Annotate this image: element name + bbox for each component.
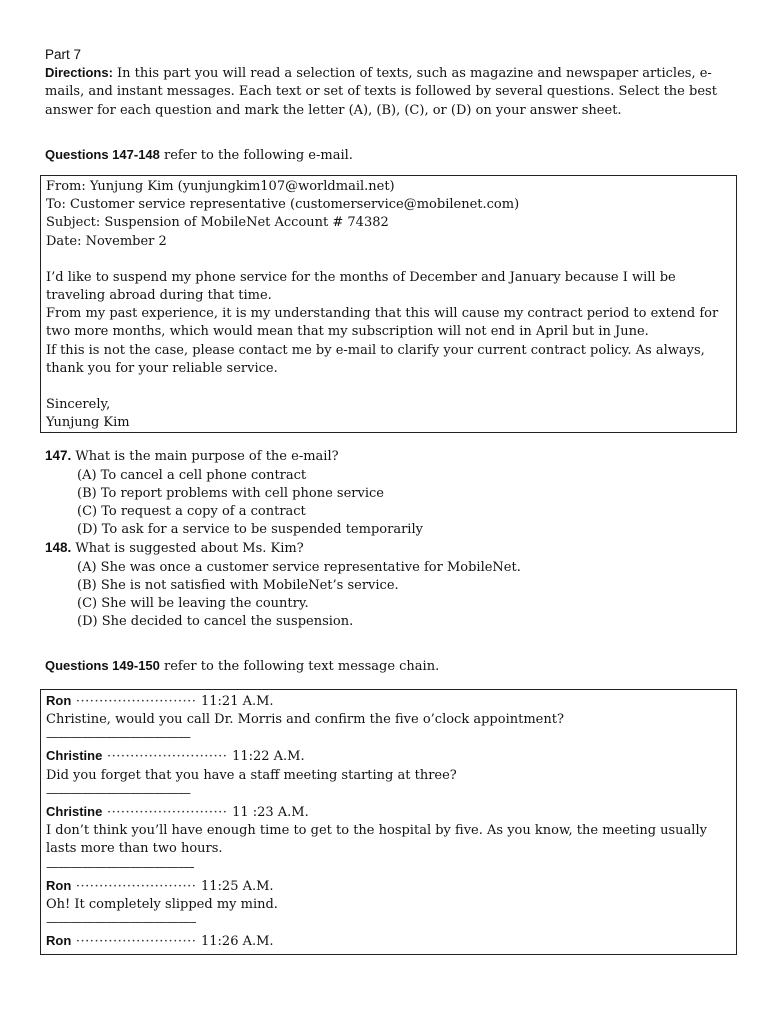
email-date: Date: November 2 bbox=[46, 233, 167, 249]
text-message-chain bbox=[40, 689, 737, 955]
email-body-paragraph: I’d like to suspend my phone service for the months of December and January because I will be traveling abroad during that time. bbox=[46, 269, 676, 304]
directions-text: In this part you will read a selection of texts, such as magazine and newspaper articles, e-mails, and instant messages. Each text or set of texts is followed by several questions. Select the best answer for each question and mark the letter (A), (B), (C), or (D) on your answer sheet. bbox=[45, 66, 717, 118]
message-sender: Christine bbox=[46, 748, 103, 764]
email-from: From: Yunjung Kim (yunjungkim107@worldmail.net) bbox=[46, 179, 395, 195]
answer-option-b: (B) To report problems with cell phone service bbox=[77, 485, 384, 501]
answer-option-c: (C) She will be leaving the country. bbox=[77, 596, 309, 612]
message-sender: Christine bbox=[46, 803, 103, 819]
message-time: 11:26 A.M. bbox=[201, 934, 274, 950]
message-sender: Ron bbox=[46, 692, 72, 708]
part-title: Part 7 bbox=[45, 47, 82, 62]
message-dots: ·························· bbox=[71, 934, 201, 950]
message-dots: ·························· bbox=[71, 878, 201, 894]
email-body-paragraph: If this is not the case, please contact me by e-mail to clarify your current contract policy. As always, thank you for your reliable service. bbox=[46, 342, 705, 376]
message-dots: ·························· bbox=[71, 693, 201, 709]
question-148 bbox=[45, 539, 735, 631]
email-to: To: Customer service representative (customerservice@mobilenet.com) bbox=[46, 197, 520, 213]
question-text: What is the main purpose of the e-mail? bbox=[71, 449, 339, 465]
message bbox=[46, 932, 736, 951]
message-separator: ————————————– bbox=[46, 915, 196, 931]
questions-149-150-label: Questions 149-150 bbox=[45, 658, 160, 674]
message-sender: Ron bbox=[46, 933, 72, 949]
message-dots: ·························· bbox=[102, 804, 233, 820]
questions-147-148-label: Questions 147-148 bbox=[45, 146, 160, 162]
message-text: Oh! It completely slipped my mind. bbox=[46, 896, 278, 912]
message-sender: Ron bbox=[46, 877, 72, 893]
email-subject: Subject: Suspension of MobileNet Account # 74382 bbox=[46, 215, 389, 231]
message-text: Did you forget that you have a staff meeting starting at three? bbox=[46, 767, 457, 783]
message-time: 11:22 A.M. bbox=[232, 749, 305, 765]
message-time: 11 :23 A.M. bbox=[232, 804, 309, 820]
message-time: 11:25 A.M. bbox=[201, 878, 274, 894]
directions-label: Directions: bbox=[45, 65, 113, 81]
question-147 bbox=[45, 447, 735, 539]
document-page bbox=[45, 46, 735, 955]
email-body-paragraph: From my past experience, it is my understanding that this will cause my contract period to extend for two more months, which would mean that my subscription will not end in April but in June. bbox=[46, 306, 719, 340]
message bbox=[46, 747, 736, 803]
answer-option-a: (A) She was once a customer service representative for MobileNet. bbox=[77, 559, 521, 575]
message bbox=[46, 877, 736, 933]
questions-147-148-reference bbox=[45, 146, 735, 165]
email-box bbox=[40, 175, 737, 433]
directions bbox=[45, 64, 735, 120]
message-time: 11:21 A.M. bbox=[201, 693, 274, 709]
question-number: 147. bbox=[45, 448, 72, 464]
question-number: 148. bbox=[45, 540, 72, 556]
message bbox=[46, 803, 736, 877]
email-closing: Sincerely, bbox=[46, 397, 111, 413]
questions-149-150-reference bbox=[45, 657, 735, 676]
question-text: What is suggested about Ms. Kim? bbox=[71, 541, 304, 557]
message-dots: ·························· bbox=[102, 749, 233, 765]
message-separator: ———————————— bbox=[46, 785, 190, 801]
answer-option-c: (C) To request a copy of a contract bbox=[77, 504, 306, 520]
message bbox=[46, 692, 736, 748]
answer-option-b: (B) She is not satisfied with MobileNet’s service. bbox=[77, 577, 399, 593]
questions-147-148-text: refer to the following e-mail. bbox=[159, 147, 353, 163]
answer-option-d: (D) She decided to cancel the suspension. bbox=[77, 614, 354, 630]
message-separator: ———————————— bbox=[46, 730, 190, 746]
questions-149-150-text: refer to the following text message chain. bbox=[159, 659, 440, 675]
message-text: Christine, would you call Dr. Morris and confirm the five o’clock appointment? bbox=[46, 711, 564, 727]
message-text: I don’t think you’ll have enough time to get to the hospital by five. As you know, the meeting usually lasts more than two hours. bbox=[46, 823, 707, 857]
answer-option-a: (A) To cancel a cell phone contract bbox=[77, 467, 307, 483]
email-signature: Yunjung Kim bbox=[46, 415, 130, 431]
answer-option-d: (D) To ask for a service to be suspended temporarily bbox=[77, 522, 423, 538]
message-separator: ————————————- bbox=[46, 859, 194, 875]
